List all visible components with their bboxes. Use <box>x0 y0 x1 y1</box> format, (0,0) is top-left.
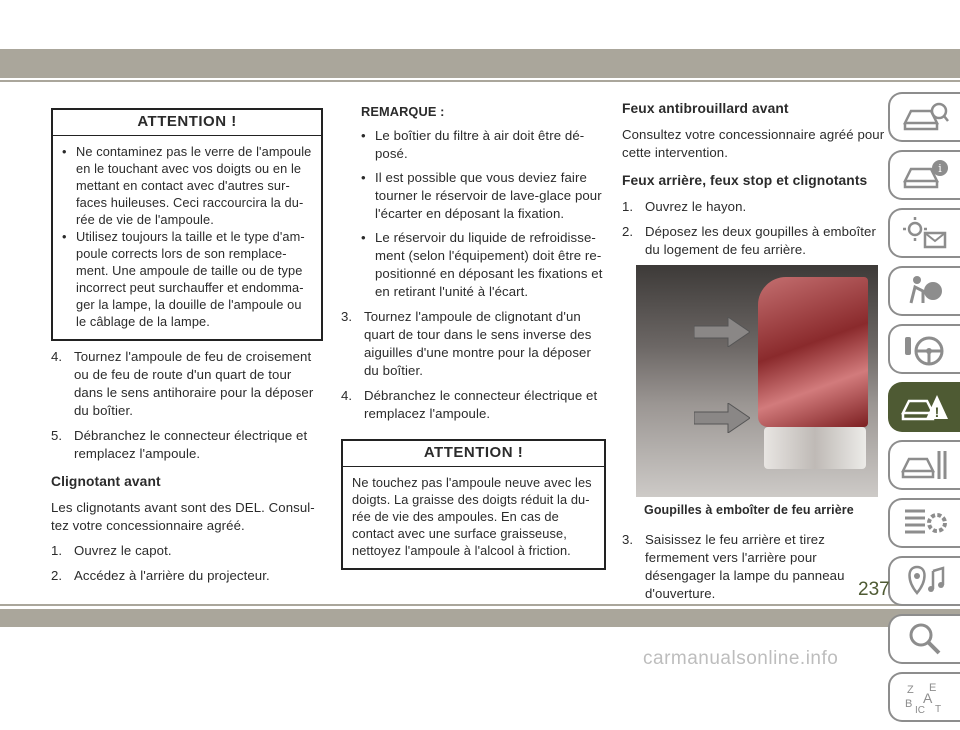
paragraph: Les clignotants avant sont des DEL. Consul- tez votre concessionnaire agréé. <box>51 500 315 533</box>
step-item: 3. Saisissez le feu arrière et tirez fermement vers l'arrière pour désengager la lampe du panneau d'ouverture. <box>622 532 845 601</box>
attention-title: ATTENTION ! <box>53 110 321 136</box>
arrow-icon <box>694 317 750 347</box>
index-icon <box>901 679 949 715</box>
settings-list-icon <box>901 505 949 541</box>
tab-warning-lights[interactable] <box>888 208 960 258</box>
svg-text:i: i <box>938 162 942 175</box>
search-icon <box>901 621 949 657</box>
tab-multimedia[interactable] <box>888 556 960 606</box>
attention-box <box>51 108 323 341</box>
watermark: carmanualsonline.info <box>643 648 839 669</box>
attention-title: ATTENTION ! <box>343 441 604 467</box>
photo-caption: Goupilles à emboîter de feu arrière <box>644 503 854 517</box>
attention-box <box>341 439 606 570</box>
step-item: 3. Tournez l'ampoule de clignotant d'un quart de tour dans le sens inverse des aiguilles d'une montre pour la déposer du boîtier. <box>341 309 592 378</box>
section-heading: Feux arrière, feux stop et clignotants <box>622 173 868 188</box>
top-band <box>0 49 960 78</box>
attention-bullet: • Ne contaminez pas le verre de l'ampoule en le touchant avec vos doigts ou en le mettant en contact avec d'autres sur- faces huileuses. Ceci raccourcira la du- rée de vie de l'ampoule. <box>62 144 312 227</box>
svg-text:B: B <box>905 698 913 710</box>
bottom-band <box>0 609 960 627</box>
step-item: 5. Débranchez le connecteur électrique et remplacez l'ampoule. <box>51 428 308 461</box>
tab-car-search[interactable] <box>888 92 960 142</box>
svg-text:Z: Z <box>907 684 914 696</box>
tab-settings-list[interactable] <box>888 498 960 548</box>
multimedia-icon <box>901 563 949 599</box>
step-item: 1. Ouvrez le capot. <box>51 543 172 558</box>
svg-text:IC: IC <box>915 705 925 715</box>
attention-bullet: • Utilisez toujours la taille et le type d'am- poule corrects lors de son remplace- ment. Une ampoule de taille ou de type incorrect peut surchauffer et endomma- ger la lampe, la douille de l'ampoule ou le câblage de la lampe. <box>62 228 312 330</box>
remark-bullet: • Le boîtier du filtre à air doit être dé- posé. <box>361 128 585 161</box>
remark-bullet: • Il est possible que vous deviez faire tourner le réservoir de lave-glace pour l'écarter en déposant la fixation. <box>361 170 602 221</box>
car-search-icon <box>901 99 949 135</box>
airbag-icon <box>901 273 949 309</box>
svg-text:!: ! <box>934 404 940 420</box>
car-info-icon <box>901 157 949 193</box>
tab-car-tools[interactable] <box>888 440 960 490</box>
car-hazard-icon <box>901 389 949 425</box>
attention-text: Ne touchez pas l'ampoule neuve avec les doigts. La graisse des doigts réduit la du- rée de vie des ampoules. En cas de contact avec une surface graisseuse, nettoyez l'ampoule à l'alcool à friction. <box>352 475 592 558</box>
chapter-tabs <box>888 92 960 730</box>
svg-text:A: A <box>923 690 933 706</box>
warning-lights-icon <box>901 215 949 251</box>
column-1 <box>51 108 323 585</box>
steering-wheel-icon <box>901 331 949 367</box>
tab-car-hazard[interactable] <box>888 382 960 432</box>
tab-steering-wheel[interactable] <box>888 324 960 374</box>
step-item: 2. Accédez à l'arrière du projecteur. <box>51 568 270 583</box>
tab-car-info[interactable] <box>888 150 960 200</box>
tab-search[interactable] <box>888 614 960 664</box>
section-heading: Clignotant avant <box>51 474 161 489</box>
step-item: 2. Déposez les deux goupilles à emboîter du logement de feu arrière. <box>622 224 876 257</box>
arrow-icon <box>694 403 750 433</box>
section-heading: Feux antibrouillard avant <box>622 101 789 116</box>
column-3 <box>622 100 890 603</box>
column-2 <box>341 103 606 576</box>
tail-lamp-photo <box>636 265 878 497</box>
bullet-text: Utilisez toujours la taille et le type d'am- poule corrects lors de son remplace- ment. Une ampoule de taille ou de type incorrect peut surchauffer et endomma- ger la lampe, la douille de l'ampoule ou le câblage de la lampe. <box>76 229 305 329</box>
paragraph: Consultez votre concessionnaire agréé pour cette intervention. <box>622 127 885 160</box>
remark-bullet: • Le réservoir du liquide de refroidisse- ment (selon l'équipement) doit être re- positionné en déposant les fixations et en retirant l'unité à l'écart. <box>361 230 603 299</box>
step-item: 4. Tournez l'ampoule de feu de croisement ou de feu de route d'un quart de tour dans le sens antihoraire pour la déposer du boîtier. <box>51 349 314 418</box>
bullet-text: Ne contaminez pas le verre de l'ampoule en le touchant avec vos doigts ou en le mettant en contact avec d'autres sur- faces huileuses. Ceci raccourcira la du- rée de vie de l'ampoule. <box>76 144 312 227</box>
step-item: 4. Débranchez le connecteur électrique et remplacez l'ampoule. <box>341 388 598 421</box>
tab-airbag[interactable] <box>888 266 960 316</box>
remark-title: REMARQUE : <box>361 104 445 119</box>
svg-text:E: E <box>929 682 937 694</box>
tab-index[interactable] <box>888 672 960 722</box>
remark-block <box>341 103 606 301</box>
step-item: 1. Ouvrez le hayon. <box>622 199 747 214</box>
svg-text:T: T <box>935 704 942 715</box>
page-number: 237 <box>858 579 890 600</box>
car-tools-icon <box>901 447 949 483</box>
